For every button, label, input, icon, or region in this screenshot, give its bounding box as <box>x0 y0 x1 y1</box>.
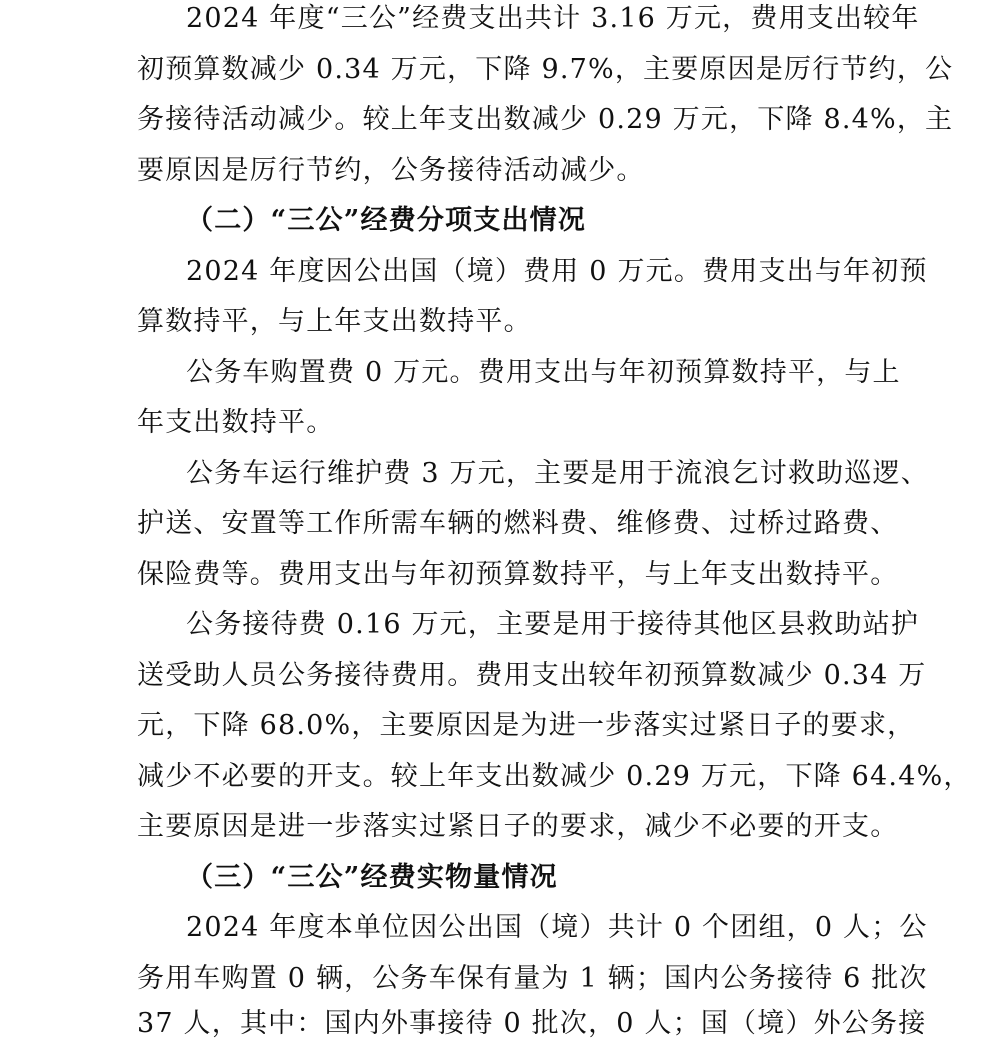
paragraph-1-line-2: 初预算数减少 0.34 万元，下降 9.7%，主要原因是厉行节约，公 <box>137 54 954 85</box>
section-heading-3: （三）“三公”经费实物量情况 <box>186 862 558 893</box>
paragraph-4-line-2: 护送、安置等工作所需车辆的燃料费、维修费、过桥过路费、 <box>137 508 899 539</box>
paragraph-2-line-1: 2024 年度因公出国（境）费用 0 万元。费用支出与年初预 <box>186 256 928 287</box>
paragraph-5-line-5: 主要原因是进一步落实过紧日子的要求，减少不必要的开支。 <box>137 811 899 842</box>
paragraph-4-line-1: 公务车运行维护费 3 万元，主要是用于流浪乞讨救助巡逻、 <box>186 458 929 489</box>
paragraph-1-line-1: 2024 年度“三公”经费支出共计 3.16 万元，费用支出较年 <box>186 3 920 34</box>
paragraph-5-line-4: 减少不必要的开支。较上年支出数减少 0.29 万元，下降 64.4%， <box>137 761 972 792</box>
section-heading-2: （二）“三公”经费分项支出情况 <box>186 205 587 236</box>
paragraph-5-line-1: 公务接待费 0.16 万元，主要是用于接待其他区县救助站护 <box>186 609 920 640</box>
paragraph-5-line-3: 元，下降 68.0%，主要原因是为进一步落实过紧日子的要求， <box>137 710 916 741</box>
paragraph-1-line-3: 务接待活动减少。较上年支出数减少 0.29 万元，下降 8.4%，主 <box>137 104 954 135</box>
paragraph-5-line-2: 送受助人员公务接待费用。费用支出较年初预算数减少 0.34 万 <box>137 660 927 691</box>
paragraph-2-line-2: 算数持平，与上年支出数持平。 <box>137 306 532 337</box>
paragraph-6-line-3: 37 人，其中：国内外事接待 0 批次，0 人；国（境）外公务接 <box>137 1008 927 1039</box>
paragraph-6-line-2: 务用车购置 0 辆，公务车保有量为 1 辆；国内公务接待 6 批次 <box>137 963 928 994</box>
paragraph-3-line-1: 公务车购置费 0 万元。费用支出与年初预算数持平，与上 <box>186 357 901 388</box>
paragraph-3-line-2: 年支出数持平。 <box>137 407 335 438</box>
paragraph-4-line-3: 保险费等。费用支出与年初预算数持平，与上年支出数持平。 <box>137 559 899 590</box>
paragraph-6-line-1: 2024 年度本单位因公出国（境）共计 0 个团组，0 人；公 <box>186 912 928 943</box>
paragraph-1-line-4: 要原因是厉行节约，公务接待活动减少。 <box>137 155 645 186</box>
